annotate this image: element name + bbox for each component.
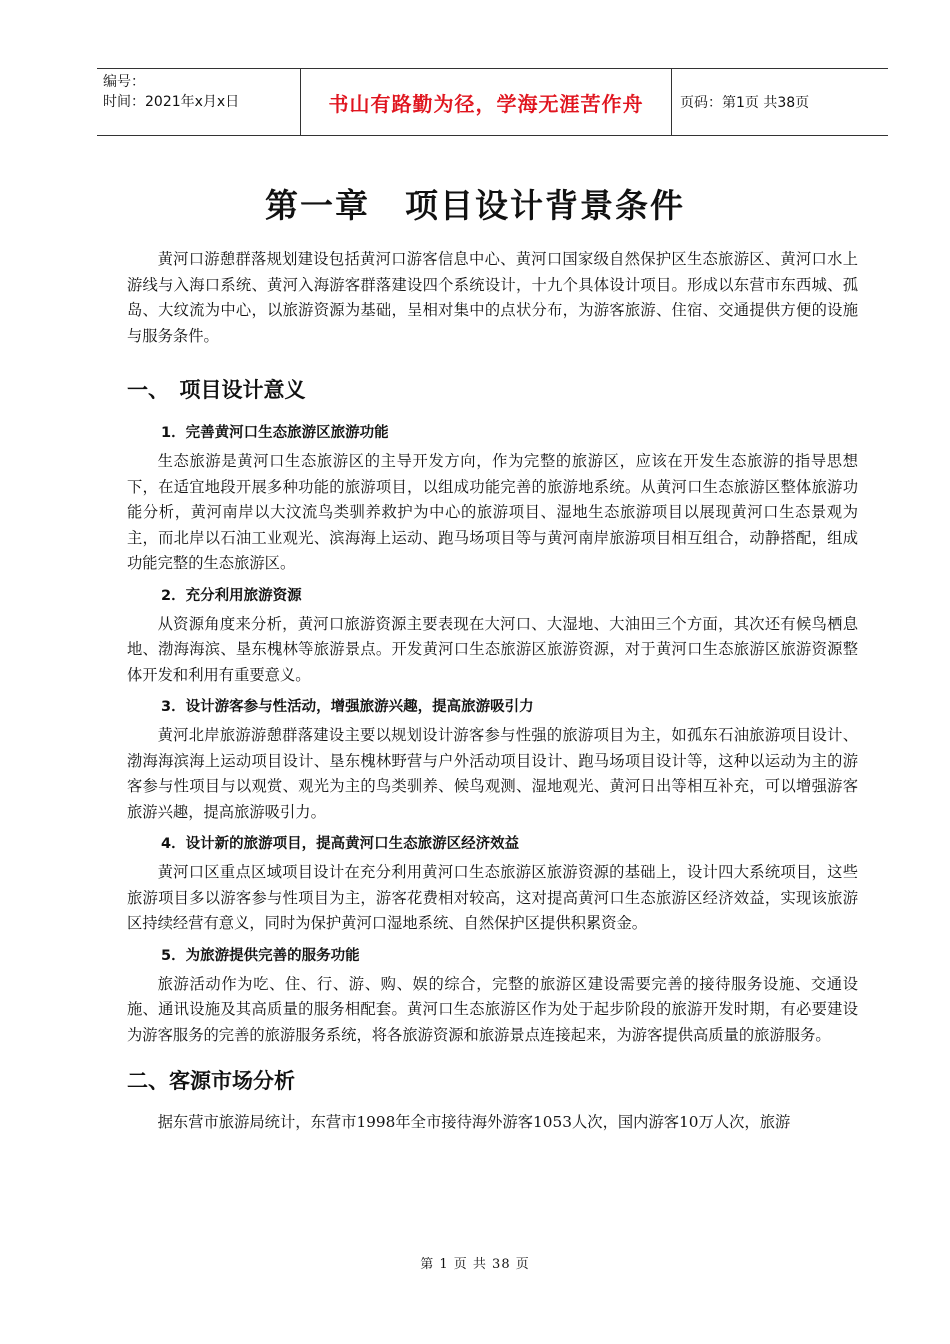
- section2-paragraph: 据东营市旅游局统计，东营市1998年全市接待海外游客1053人次，国内游客10万人次，旅游: [157, 1113, 791, 1131]
- subsection-heading-4: 4．设计新的旅游项目，提高黄河口生态旅游区经济效益: [161, 836, 520, 852]
- section-heading-1: 一、 项目设计意义: [127, 378, 306, 402]
- section-heading-2: 二、客源市场分析: [127, 1069, 295, 1093]
- header-meta: [97, 69, 300, 135]
- header-page-info: 页码：第1页 共38页: [680, 95, 810, 111]
- intro-paragraph: 黄河口游憩群落规划建设包括黄河口游客信息中心、黄河口国家级自然保护区生态旅游区、黄河口水上游线与入海口系统、黄河入海游客群落建设四个系统设计，十九个具体设计项目。形成以东营市东西城、孤岛、大纹流为中心，以旅游资源为基础，呈相对集中的点状分布，为游客旅游、住宿、交通提供方便的设施与服务条件。: [127, 250, 858, 345]
- chapter-title: 第一章 项目设计背景条件: [265, 186, 685, 225]
- document-time-label: 时间：2021年x月x日: [103, 94, 240, 110]
- page-header: [97, 68, 888, 136]
- subsection-paragraph-4: 黄河口区重点区域项目设计在充分利用黄河口生态旅游区旅游资源的基础上，设计四大系统项目，这些旅游项目多以游客参与性项目为主，游客花费相对较高，这对提高黄河口生态旅游区经济效益，实现该旅游区持续经营有意义，同时为保护黄河口湿地系统、自然保护区提供积累资金。: [127, 863, 858, 932]
- subsection-heading-1: 1．完善黄河口生态旅游区旅游功能: [161, 425, 389, 441]
- page-footer: 第 1 页 共 38 页: [420, 1257, 530, 1272]
- document-body: [127, 247, 858, 1136]
- subsection-paragraph-1: 生态旅游是黄河口生态旅游区的主导开发方向，作为完整的旅游区，应该在开发生态旅游的指导思想下，在适宜地段开展多种功能的旅游项目，以组成功能完善的旅游地系统。从黄河口生态旅游区整体旅游功能分析，黄河南岸以大汶流鸟类驯养救护为中心的旅游项目、湿地生态旅游项目以展现黄河口生态景观为主，而北岸以石油工业观光、滨海海上运动、跑马场项目等与黄河南岸旅游项目相互组合，动静搭配，组成功能完整的生态旅游区。: [127, 452, 858, 572]
- subsection-paragraph-5: 旅游活动作为吃、住、行、游、购、娱的综合，完整的旅游区建设需要完善的接待服务设施、交通设施、通讯设施及其高质量的服务相配套。黄河口生态旅游区作为处于起步阶段的旅游开发时期，有必要建设为游客服务的完善的旅游服务系统，将各旅游资源和旅游景点连接起来，为游客提供高质量的旅游服务。: [127, 974, 858, 1044]
- subsection-heading-3: 3．设计游客参与性活动，增强旅游兴趣，提高旅游吸引力: [161, 699, 534, 715]
- subsection-heading-2: 2．充分利用旅游资源: [161, 587, 302, 604]
- subsection-paragraph-3: 黄河北岸旅游游憩群落建设主要以规划设计游客参与性强的旅游项目为主，如孤东石油旅游项目设计、渤海海滨海上运动项目设计、垦东槐林野营与户外活动项目设计、跑马场项目设计等，这种以运动为主的游客参与性项目与以观赏、观光为主的鸟类驯养、候鸟观测、湿地观光、黄河日出等相互补充，可以增强游客旅游兴趣，提高旅游吸引力。: [127, 726, 858, 821]
- subsection-paragraph-2: 从资源角度来分析，黄河口旅游资源主要表现在大河口、大湿地、大油田三个方面，其次还有候鸟栖息地、渤海海滨、垦东槐林等旅游景点。开发黄河口生态旅游区旅游资源，对于黄河口生态旅游区旅游资源整体开发和利用有重要意义。: [127, 614, 858, 684]
- subsection-heading-5: 5．为旅游提供完善的服务功能: [161, 947, 360, 964]
- document-number-label: 编号：: [103, 74, 145, 90]
- header-motto: 书山有路勤为径，学海无涯苦作舟: [300, 69, 672, 135]
